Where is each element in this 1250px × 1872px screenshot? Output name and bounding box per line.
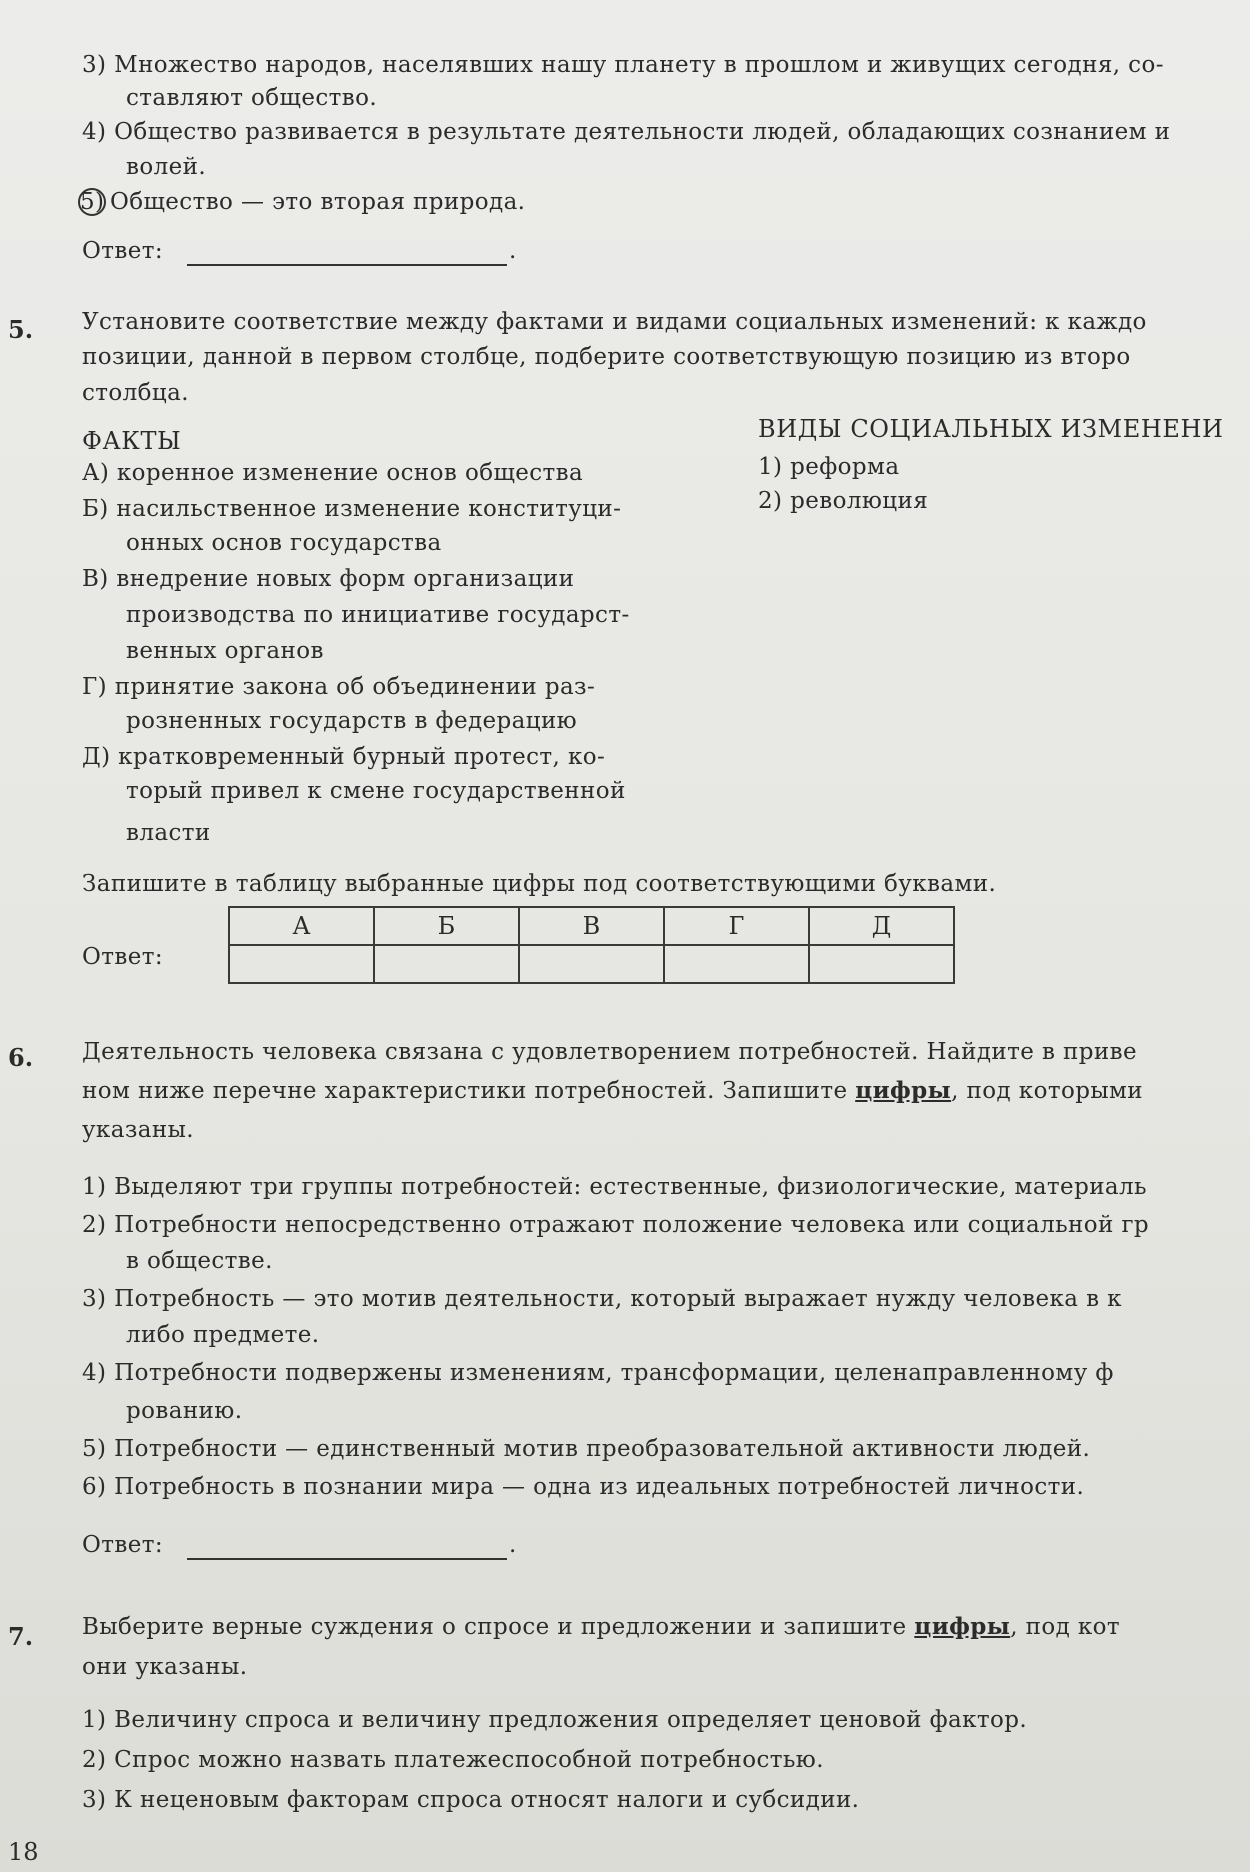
type-1: 1) реформа xyxy=(758,454,900,480)
q6-option-4-line1: 4) Потребности подвержены изменениям, трансформации, целенаправленному ф xyxy=(82,1360,1114,1386)
fact-b-line1: Б) насильственное изменение конституци- xyxy=(82,496,622,522)
fact-v-line1: В) внедрение новых форм организации xyxy=(82,566,575,592)
q7-prompt-emphasis: цифры xyxy=(914,1613,1011,1640)
q5-answer-label: Ответ: xyxy=(82,944,164,970)
q7-option-1: 1) Величину спроса и величину предложения определяет ценовой фактор. xyxy=(82,1707,1028,1733)
answer-cell-g[interactable] xyxy=(664,945,809,983)
q7-prompt-line1-pre: Выберите верные суждения о спросе и предложении и запишите xyxy=(82,1614,915,1640)
q4-option-5-text: Общество — это вторая природа. xyxy=(110,189,526,215)
q6-prompt-line2-post: , под которыми xyxy=(951,1078,1144,1104)
q5-answer-table xyxy=(228,906,955,984)
answer-table-input-row xyxy=(229,945,954,983)
q6-answer-line[interactable] xyxy=(187,1536,507,1560)
answer-cell-a[interactable] xyxy=(229,945,374,983)
facts-heading: ФАКТЫ xyxy=(82,427,182,455)
q4-option-5-circled-number: 5) xyxy=(80,189,105,215)
q4-option-4-line1: 4) Общество развивается в результате деятельности людей, обладающих сознанием и xyxy=(82,119,1171,145)
q5-prompt-line3: столбца. xyxy=(82,380,189,406)
fact-v-line3: венных органов xyxy=(126,638,324,664)
q7-prompt-line2: они указаны. xyxy=(82,1654,248,1680)
fact-g-line1: Г) принятие закона об объединении раз- xyxy=(82,674,596,700)
q4-option-5 xyxy=(78,187,525,217)
answer-cell-d[interactable] xyxy=(809,945,954,983)
q6-option-1: 1) Выделяют три группы потребностей: естественные, физиологические, материаль xyxy=(82,1174,1147,1200)
q6-option-5: 5) Потребности — единственный мотив преобразовательной активности людей. xyxy=(82,1436,1091,1462)
q6-answer: Ответ: . xyxy=(82,1532,517,1558)
q5-number: 5. xyxy=(8,315,34,344)
q5-prompt-line1: Установите соответствие между фактами и видами социальных изменений: к каждо xyxy=(82,309,1147,335)
types-heading: ВИДЫ СОЦИАЛЬНЫХ ИЗМЕНЕНИ xyxy=(758,415,1224,443)
q7-option-2: 2) Спрос можно назвать платежеспособной потребностью. xyxy=(82,1747,824,1773)
q5-instruction: Запишите в таблицу выбранные цифры под соответствующими буквами. xyxy=(82,871,997,897)
page-number: 18 xyxy=(8,1838,39,1866)
q6-option-4-line2: рованию. xyxy=(126,1398,243,1424)
answer-table-letter-b: Б xyxy=(374,907,519,945)
fact-d-line2: торый привел к смене государственной xyxy=(126,778,626,804)
q7-prompt-line1-post: , под кот xyxy=(1010,1614,1121,1640)
type-2: 2) революция xyxy=(758,488,929,514)
q4-answer-label: Ответ: xyxy=(82,238,164,264)
fact-g-line2: розненных государств в федерацию xyxy=(126,708,578,734)
fact-b-line2: онных основ государства xyxy=(126,530,442,556)
answer-cell-v[interactable] xyxy=(519,945,664,983)
q7-number: 7. xyxy=(8,1622,34,1651)
q6-prompt-line2 xyxy=(82,1076,1143,1106)
q6-answer-label: Ответ: xyxy=(82,1532,164,1558)
q4-answer-line[interactable] xyxy=(187,242,507,266)
answer-table-letter-v: В xyxy=(519,907,664,945)
q6-option-6: 6) Потребность в познании мира — одна из идеальных потребностей личности. xyxy=(82,1474,1085,1500)
answer-cell-b[interactable] xyxy=(374,945,519,983)
q6-prompt-line1: Деятельность человека связана с удовлетворением потребностей. Найдите в приве xyxy=(82,1039,1137,1065)
answer-table-letter-a: А xyxy=(229,907,374,945)
fact-v-line2: производства по инициативе государст- xyxy=(126,602,630,628)
fact-d-line3: власти xyxy=(126,820,211,846)
q4-option-3-line1: 3) Множество народов, населявших нашу планету в прошлом и живущих сегодня, со- xyxy=(82,52,1164,78)
q4-option-3-line2: ставляют общество. xyxy=(126,85,378,111)
answer-table-header-row xyxy=(229,907,954,945)
q6-option-3-line2: либо предмете. xyxy=(126,1322,320,1348)
q7-prompt-line1 xyxy=(82,1612,1120,1642)
q6-number: 6. xyxy=(8,1043,34,1072)
q5-prompt-line2: позиции, данной в первом столбце, подберите соответствующую позицию из второ xyxy=(82,344,1131,370)
q6-prompt-emphasis: цифры xyxy=(855,1077,952,1104)
q6-option-2-line1: 2) Потребности непосредственно отражают положение человека или социальной гр xyxy=(82,1212,1150,1238)
q6-prompt-line2-pre: ном ниже перечне характеристики потребностей. Запишите xyxy=(82,1078,856,1104)
q4-answer: Ответ: . xyxy=(82,238,517,264)
q4-option-4-line2: волей. xyxy=(126,154,207,180)
answer-table-letter-d: Д xyxy=(809,907,954,945)
q6-option-3-line1: 3) Потребность — это мотив деятельности, который выражает нужду человека в к xyxy=(82,1286,1122,1312)
q6-option-2-line2: в обществе. xyxy=(126,1248,273,1274)
answer-table-letter-g: Г xyxy=(664,907,809,945)
fact-a: А) коренное изменение основ общества xyxy=(82,460,584,486)
q7-option-3: 3) К неценовым факторам спроса относят налоги и субсидии. xyxy=(82,1787,860,1813)
fact-d-line1: Д) кратковременный бурный протест, ко- xyxy=(82,744,606,770)
q6-prompt-line3: указаны. xyxy=(82,1117,195,1143)
